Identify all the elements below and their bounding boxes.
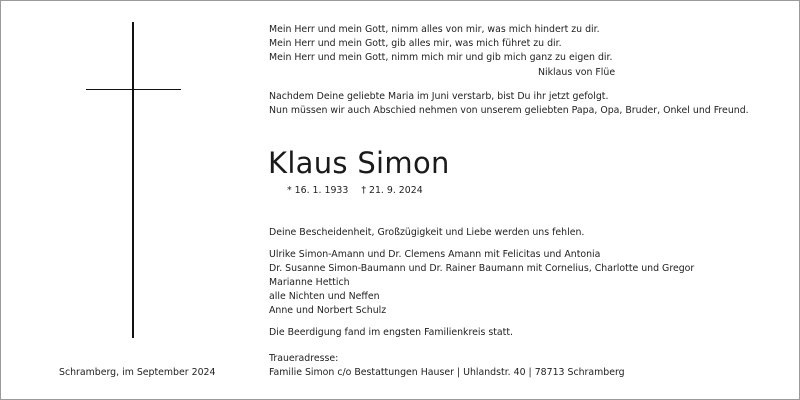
- prayer-line: Mein Herr und mein Gott, nimm mich mir und gib mich ganz zu eigen dir.: [269, 52, 613, 63]
- cross-icon: [132, 22, 134, 338]
- mourner-line: Ulrike Simon-Amann und Dr. Clemens Amann mit Felicitas und Antonia: [269, 249, 601, 260]
- birth-date: * 16. 1. 1933: [287, 185, 349, 196]
- prayer-line: Mein Herr und mein Gott, gib alles mir, was mich führet zu dir.: [269, 38, 562, 49]
- intro-line: Nachdem Deine geliebte Maria im Juni verstarb, bist Du ihr jetzt gefolgt.: [269, 91, 609, 102]
- intro-line: Nun müssen wir auch Abschied nehmen von unserem geliebten Papa, Opa, Bruder, Onkel und Freund.: [269, 105, 749, 116]
- mourner-line: Marianne Hettich: [269, 277, 350, 288]
- cross-icon-crossbar: [86, 89, 181, 90]
- life-dates: [287, 185, 433, 196]
- place-date: Schramberg, im September 2024: [59, 367, 216, 378]
- death-date: † 21. 9. 2024: [361, 185, 423, 196]
- deceased-name: Klaus Simon: [268, 146, 450, 180]
- prayer-line: Mein Herr und mein Gott, nimm alles von mir, was mich hindert zu dir.: [269, 24, 600, 35]
- address-value: Familie Simon c/o Bestattungen Hauser | Uhlandstr. 40 | 78713 Schramberg: [269, 367, 625, 378]
- tribute-text: Deine Bescheidenheit, Großzügigkeit und Liebe werden uns fehlen.: [269, 227, 585, 238]
- address-label: Traueradresse:: [269, 353, 339, 364]
- prayer-author: Niklaus von Flüe: [538, 67, 616, 78]
- mourner-line: Dr. Susanne Simon-Baumann und Dr. Rainer Baumann mit Cornelius, Charlotte und Gregor: [269, 263, 695, 274]
- funeral-note: Die Beerdigung fand im engsten Familienkreis statt.: [269, 327, 513, 338]
- mourner-line: alle Nichten und Neffen: [269, 291, 380, 302]
- mourner-line: Anne und Norbert Schulz: [269, 305, 387, 316]
